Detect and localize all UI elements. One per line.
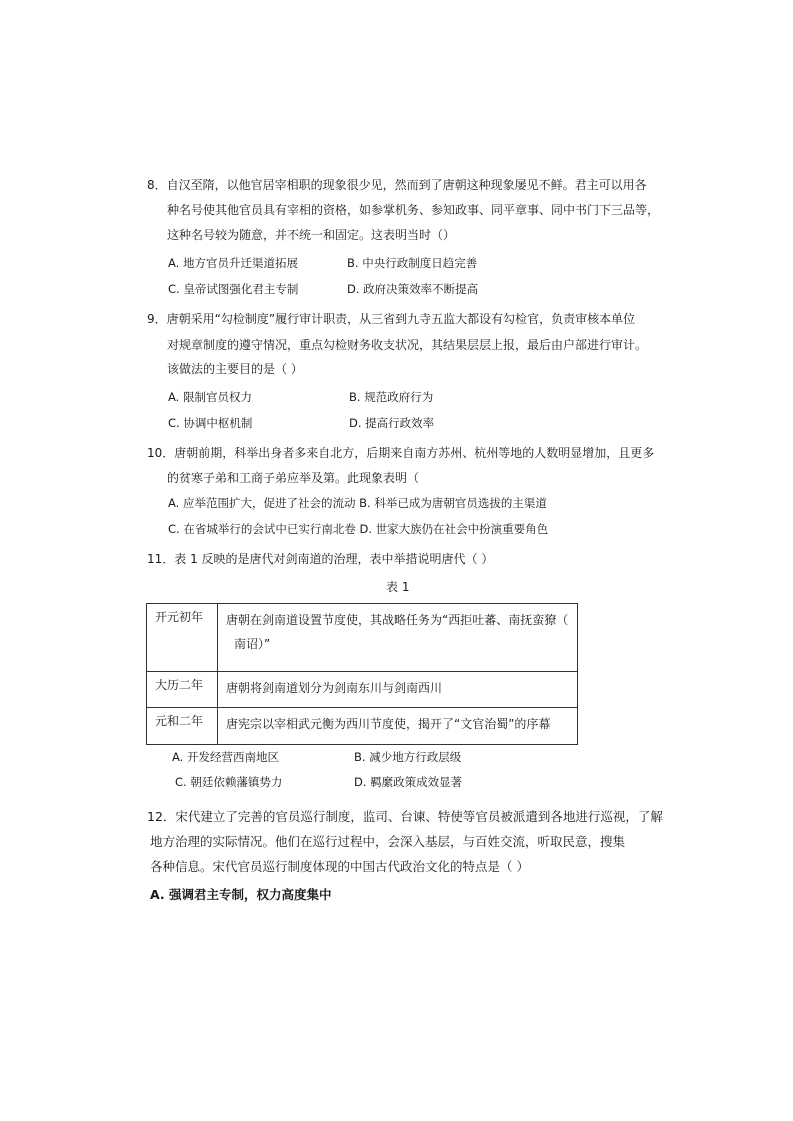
q10-line-2: 的贫寒子弟和工商子弟应举及第。此现象表明（ (167, 471, 420, 485)
q9-option-a: A. 限制官员权力 (168, 390, 252, 404)
q8-option-b: B. 中央行政制度日趋完善 (347, 256, 478, 270)
governance-table (146, 603, 578, 745)
q12-line-3: 各种信息。宋代官员巡行制度体现的中国古代政治文化的特点是（ ） (150, 859, 529, 874)
q12-line-2: 地方治理的实际情况。他们在巡行过程中，会深入基层，与百姓交流，听取民意，搜集 (150, 834, 626, 849)
table-cell-line: 唐朝将剑南道划分为剑南东川与剑南西川 (226, 681, 443, 695)
q10-line-1: 10．唐朝前期，科举出身者多来自北方，后期来自南方苏州、杭州等地的人数明显增加，且更多 (147, 446, 655, 460)
table-row (147, 604, 578, 672)
q11-option-b: B. 减少地方行政层级 (354, 750, 462, 764)
q11-option-a: A. 开发经营西南地区 (172, 750, 279, 764)
q9-option-b: B. 规范政府行为 (349, 390, 434, 404)
q10-option-c-d: C. 在省城举行的会试中已实行南北卷 D. 世家大族仍在社会中扮演重要角色 (168, 522, 549, 536)
q11-option-c: C. 朝廷依赖藩镇势力 (175, 775, 283, 789)
table-cell-line: 南诏）” (234, 637, 271, 651)
q12-option-a: A. 强调君主专制，权力高度集中 (150, 887, 332, 902)
q8-option-c: C. 皇帝试图强化君主专制 (168, 282, 299, 296)
q8-option-d: D. 政府决策效率不断提高 (347, 282, 479, 296)
q12-line-1: 12．宋代建立了完善的官员巡行制度，监司、台谏、特使等官员被派遣到各地进行巡视，了解 (147, 809, 663, 824)
table-cell-line: 唐朝在剑南道设置节度使，其战略任务为“西拒吐蕃、南抚蛮獠（ (226, 613, 569, 627)
table-cell-text (218, 604, 578, 672)
table-row (147, 708, 578, 745)
table-cell-period: 开元初年 (147, 604, 218, 672)
q11-line-1: 11．表 1 反映的是唐代对剑南道的治理，表中举措说明唐代（ ） (147, 552, 494, 566)
table-cell-text (218, 708, 578, 745)
q8-line-3: 这种名号较为随意，并不统一和固定。这表明当时（） (167, 228, 456, 242)
q8-line-1: 8．自汉至隋，以他官居宰相职的现象很少见，然而到了唐朝这种现象屡见不鲜。君主可以用各 (147, 178, 647, 192)
q9-line-3: 该做法的主要目的是（ ） (167, 362, 303, 376)
q9-line-2: 对规章制度的遵守情况，重点勾检财务收支状况，其结果层层上报，最后由户部进行审计。 (167, 338, 648, 352)
q8-option-a: A. 地方官员升迁渠道拓展 (168, 256, 298, 270)
table-cell-period: 大历二年 (147, 672, 218, 708)
table-cell-text (218, 672, 578, 708)
q9-option-d: D. 提高行政效率 (349, 416, 435, 430)
q11-option-d: D. 羁縻政策成效显著 (354, 775, 463, 789)
table-row (147, 672, 578, 708)
q10-option-a-b: A. 应举范围扩大，促进了社会的流动 B. 科举已成为唐朝官员选拔的主渠道 (168, 496, 547, 510)
q9-option-c: C. 协调中枢机制 (168, 416, 253, 430)
table-caption: 表 1 (386, 580, 410, 594)
q8-line-2: 种名号使其他官员具有宰相的资格，如参掌机务、参知政事、同平章事、同中书门下三品等， (167, 203, 660, 217)
table-cell-period: 元和二年 (147, 708, 218, 745)
table-cell-line: 唐宪宗以宰相武元衡为西川节度使，揭开了“文官治蜀”的序幕 (226, 717, 551, 731)
q9-line-1: 9．唐朝采用“勾检制度”履行审计职责，从三省到九寺五监大都设有勾检官，负责审核本单位 (147, 312, 636, 326)
